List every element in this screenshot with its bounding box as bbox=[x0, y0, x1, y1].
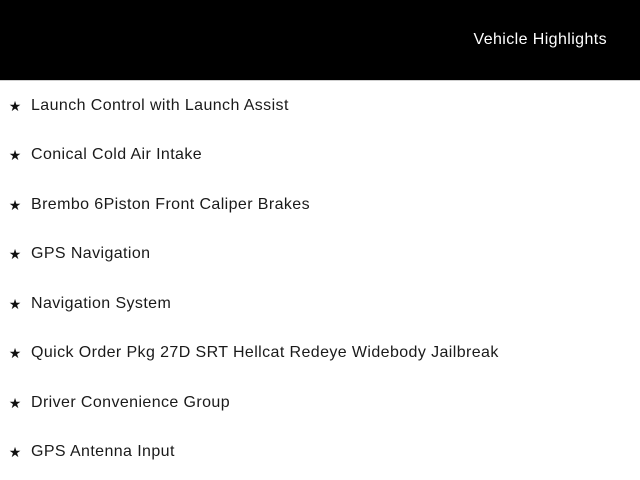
list-item-label: Launch Control with Launch Assist bbox=[31, 96, 289, 114]
list-item-label: Navigation System bbox=[31, 294, 172, 312]
list-item bbox=[8, 81, 640, 131]
star-icon: ★ bbox=[8, 295, 22, 312]
list-item-label: GPS Navigation bbox=[31, 245, 151, 263]
list-item bbox=[8, 329, 640, 379]
list-item-label: Brembo 6Piston Front Caliper Brakes bbox=[31, 195, 310, 213]
star-icon: ★ bbox=[8, 97, 22, 114]
highlights-list bbox=[0, 81, 640, 477]
star-icon: ★ bbox=[8, 444, 22, 461]
star-icon: ★ bbox=[8, 345, 22, 362]
list-item bbox=[8, 131, 640, 181]
list-item-label: Driver Convenience Group bbox=[31, 393, 231, 411]
list-item bbox=[8, 279, 640, 329]
list-item bbox=[8, 180, 640, 230]
star-icon: ★ bbox=[8, 246, 22, 263]
list-item-label: GPS Antenna Input bbox=[31, 443, 175, 461]
star-icon: ★ bbox=[8, 394, 22, 411]
star-icon: ★ bbox=[8, 196, 22, 213]
header-bar bbox=[0, 0, 640, 81]
list-item bbox=[8, 230, 640, 280]
list-item bbox=[8, 428, 640, 478]
list-item-label: Quick Order Pkg 27D SRT Hellcat Redeye Widebody Jailbreak bbox=[31, 344, 499, 362]
list-item-label: Conical Cold Air Intake bbox=[31, 146, 203, 164]
star-icon: ★ bbox=[8, 147, 22, 164]
page-title: Vehicle Highlights bbox=[473, 31, 607, 48]
list-item bbox=[8, 378, 640, 428]
